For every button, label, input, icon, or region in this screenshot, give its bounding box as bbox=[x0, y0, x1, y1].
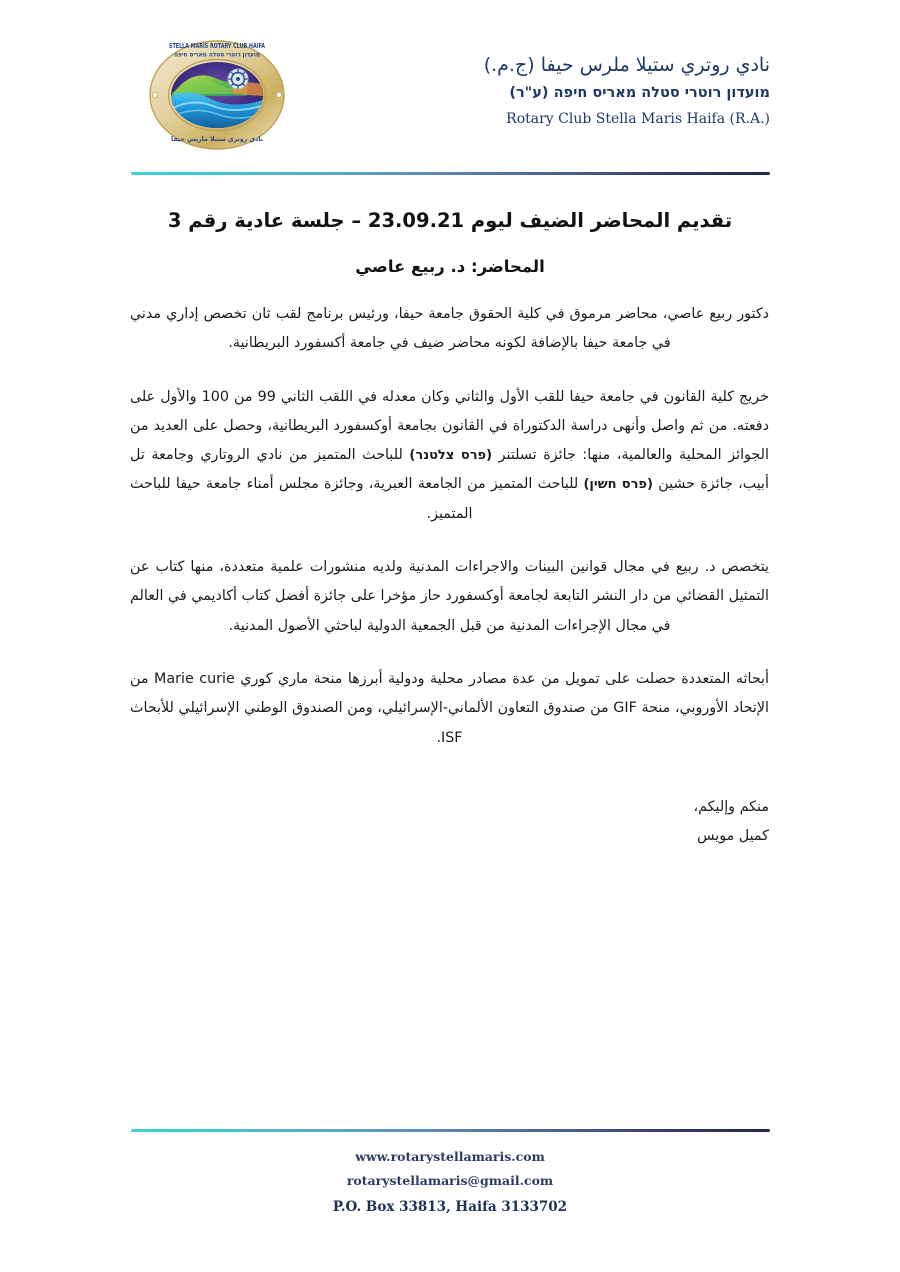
signature-block bbox=[369, 793, 769, 852]
letterhead bbox=[0, 0, 900, 170]
paragraph-1 bbox=[130, 300, 769, 359]
footer-website[interactable]: www.rotarystellamaris.com bbox=[355, 1149, 545, 1164]
paragraph-2-text-c: للباحث المتميز من الجامعة العبرية، وجائزة مجلس أمناء جامعة حيفا للباحث المتميز. bbox=[130, 476, 584, 522]
footer-email[interactable]: rotarystellamaris@gmail.com bbox=[346, 1173, 554, 1189]
grant-name-marie-curie: Marie curie bbox=[154, 670, 235, 687]
paragraph-3-text: يتخصص د. ربيع في مجال قوانين البينات والاجراءات المدنية ولديه منشورات علمية متعددة، منها كتاب عن التمثيل القضائي من دار النشر التابعة لجامعة أوكسفورد حاز مؤخرا على جائزة أفضل كتاب أكاديمي في العالم في مجال الإجراءات المدنية من قبل الجمعية الدولية لباحثي الأصول المدنية. bbox=[130, 559, 769, 634]
svg-text:STELLA MARIS ROTARY CLUB HAIFA: STELLA MARIS ROTARY CLUB HAIFA bbox=[169, 42, 266, 50]
page-subtitle: المحاضر: د. ربيع عاصي bbox=[355, 257, 545, 277]
rotary-stella-maris-emblem-icon bbox=[137, 34, 297, 156]
org-name-english: Rotary Club Stella Maris Haifa (R.A.) bbox=[506, 111, 770, 128]
grant-name-isf: ISF bbox=[441, 729, 463, 746]
signature-closing: منكم وإليكم، bbox=[693, 799, 769, 815]
org-name-arabic: نادي روتري ستيلا ملرس حيفا (ج.م.) bbox=[483, 54, 770, 76]
letter-body bbox=[130, 300, 769, 753]
signature-name: كميل مويس bbox=[696, 828, 769, 845]
footer-divider bbox=[131, 1129, 770, 1132]
paragraph-2 bbox=[130, 383, 769, 529]
club-logo bbox=[137, 34, 297, 156]
organization-names bbox=[310, 52, 770, 132]
paragraph-4-text-a: أبحاثه المتعددة حصلت على تمويل من عدة مصادر محلية ودولية أبرزها منحة ماري كوري bbox=[234, 670, 770, 687]
paragraph-4-text-c: من صندوق التعاون الألماني-الإسرائيلي، ومن الصندوق الوطني الإسرائيلي للأبحاث bbox=[130, 700, 614, 717]
svg-text:نادي روتري ستيلا ماريس حيفا: نادي روتري ستيلا ماريس حيفا bbox=[171, 135, 263, 143]
header-divider bbox=[131, 172, 770, 175]
paragraph-4 bbox=[130, 665, 769, 753]
paragraph-4-text-b: من الإتحاد الأوروبي، منحة bbox=[130, 670, 769, 717]
hebrew-term-zeltner: (פרס צלטנר) bbox=[409, 448, 493, 464]
org-name-hebrew: מועדון רוטרי סטלה מאריס חיפה (ע"ר) bbox=[509, 84, 770, 101]
paragraph-3 bbox=[130, 553, 769, 641]
paragraph-4-text-d: . bbox=[436, 729, 442, 746]
paragraph-1-text: دكتور ربيع عاصي، محاضر مرموق في كلية الحقوق جامعة حيفا، ورئيس برنامج لقب ثان تخصص إداري مدني في جامعة حيفا بالإضافة لكونه محاضر ضيف في جامعة أكسفورد البريطانية. bbox=[130, 306, 769, 352]
title-block bbox=[0, 206, 900, 276]
svg-text:מועדון רוטרי סטלה מאריס חיפה: מועדון רוטרי סטלה מאריס חיפה bbox=[174, 51, 260, 59]
paragraph-2-text-b: للباحث المتميز من نادي الروتاري وجامعة تل أبيب، جائزة حشين bbox=[130, 447, 769, 493]
footer bbox=[0, 1145, 900, 1220]
grant-name-gif: GIF bbox=[613, 700, 637, 717]
hebrew-term-cheshin: (פרס חשין) bbox=[583, 477, 653, 493]
paragraph-2-text-a: خريج كلية القانون في جامعة حيفا للقب الأول والثاني وكان معدله في اللقب الثاني 99 من 100 والأول على دفعته. من ثم واصل وأنهى دراسة الدكتوراة في القانون بجامعة أوكسفورد البريطانية، وحصل على العديد من الجوائز المحلية والعالمية، منها: جائزة تسلتنر bbox=[130, 388, 769, 464]
footer-address: P.O. Box 33813, Haifa 3133702 bbox=[332, 1198, 568, 1215]
page-title: تقديم المحاضر الضيف ليوم 23.09.21 – جلسة عادية رقم 3 bbox=[167, 209, 733, 232]
